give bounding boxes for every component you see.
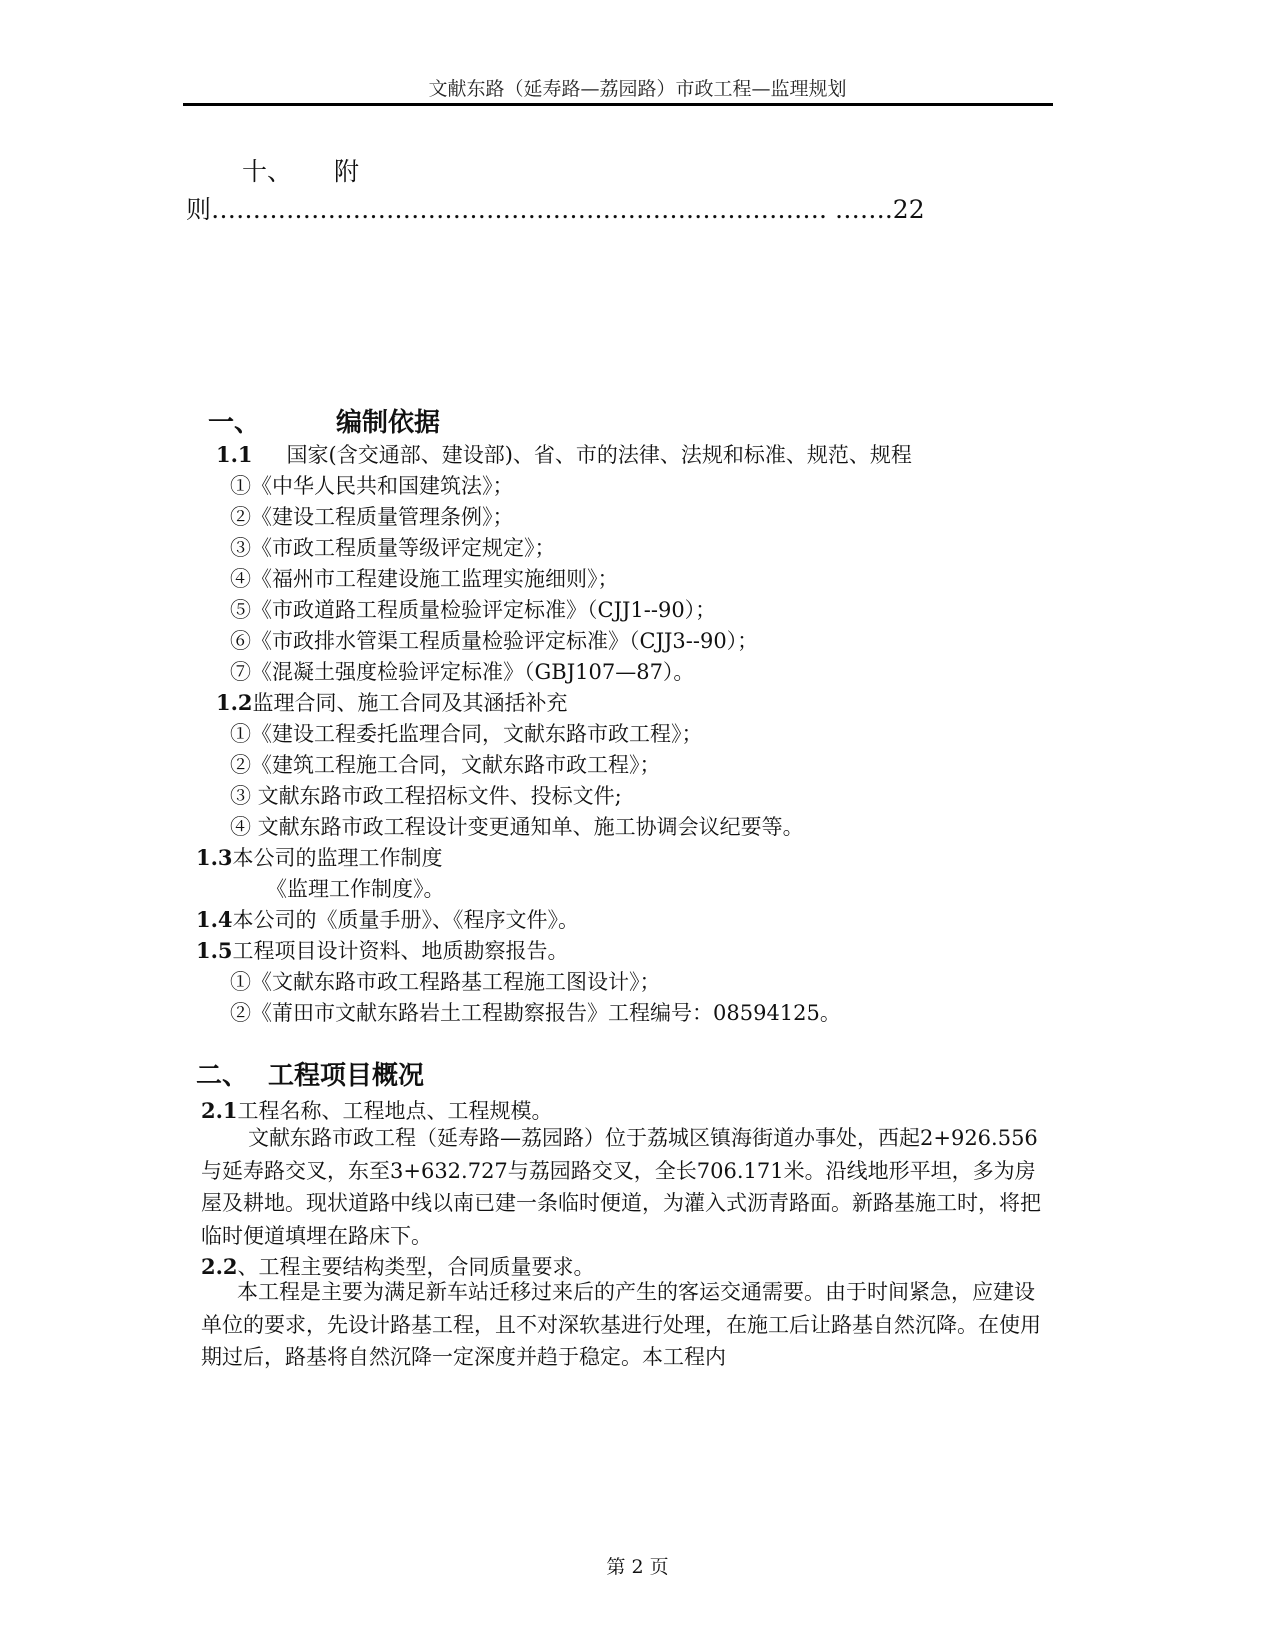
subsection-number: 2.1 <box>201 1098 238 1123</box>
list-item: ③ 文献东路市政工程招标文件、投标文件; <box>230 784 622 808</box>
list-item: ②《建筑工程施工合同，文献东路市政工程》； <box>230 753 661 777</box>
subsection-number: 2.2 <box>201 1254 238 1279</box>
toc-entry-continuation[interactable] <box>186 190 925 226</box>
subsection-title: 工程项目设计资料、地质勘察报告。 <box>232 939 569 963</box>
subsection-number: 1.3 <box>196 845 233 870</box>
list-item: ②《建设工程质量管理条例》； <box>230 505 514 529</box>
list-item: ⑦《混凝土强度检验评定标准》（GBJ107—87）。 <box>230 660 695 684</box>
subsection-2-1 <box>201 1095 553 1125</box>
list-item: ⑥《市政排水管渠工程质量检验评定标准》（CJJ3--90）； <box>230 629 759 653</box>
subsection-number: 1.5 <box>196 938 233 963</box>
toc-entry-number: 十、 <box>242 157 293 186</box>
paragraph-structure-requirements: 本工程是主要为满足新车站迁移过来后的产生的客运交通需要。由于时间紧急，应建设单位的要求，先设计路基工程，且不对深软基进行处理，在施工后让路基自然沉降。在使用期过后，路基将自然沉降一定深度并趋于稳定。本工程内 <box>201 1280 1041 1369</box>
subsection-number: 1.1 <box>216 442 253 467</box>
toc-page-number: .22 <box>884 195 925 224</box>
section-1-heading <box>208 402 440 439</box>
list-item: ②《莆田市文献东路岩土工程勘察报告》工程编号：08594125。 <box>230 1001 841 1025</box>
list-item: ④ 文献东路市政工程设计变更通知单、施工协调会议纪要等。 <box>230 815 804 839</box>
subsection-number: 1.4 <box>196 907 233 932</box>
list-item: ①《文献东路市政工程路基工程施工图设计》； <box>230 970 661 994</box>
subsection-title: 、工程主要结构类型，合同质量要求。 <box>237 1255 595 1279</box>
list-item: ④《福州市工程建设施工监理实施细则》； <box>230 567 619 591</box>
list-item: ①《建设工程委托监理合同，文献东路市政工程》； <box>230 722 703 746</box>
toc-entry-title: 附 <box>334 157 360 186</box>
subsection-1-3 <box>196 842 443 872</box>
section-1-number: 一、 <box>208 408 261 438</box>
subsection-1-1 <box>216 439 912 469</box>
paragraph-project-overview: 文献东路市政工程（延寿路—荔园路）位于荔城区镇海街道办事处，西起2+926.556与延寿路交叉，东至3+632.727与荔园路交叉，全长706.171米。沿线地形平坦，多为房屋及耕地。现状道路中线以南已建一条临时便道，为灌入式沥青路面。新路基施工时，将把临时便道填埋在路床下。 <box>201 1126 1041 1248</box>
subsection-1-4 <box>196 904 579 934</box>
subsection-1-2 <box>216 687 568 717</box>
section-2-number: 二、 <box>196 1061 249 1091</box>
running-header: 文献东路（延寿路—荔园路）市政工程—监理规划 <box>428 78 847 100</box>
subsection-1-5 <box>196 935 569 965</box>
toc-leader-dots: 则………………………………………………….……………. …… <box>186 195 885 224</box>
list-item: ①《中华人民共和国建筑法》； <box>230 474 514 498</box>
subsection-number: 1.2 <box>216 690 253 715</box>
subsection-title: 本公司的《质量手册》、《程序文件》。 <box>232 908 580 932</box>
list-item: ③《市政工程质量等级评定规定》； <box>230 536 556 560</box>
section-1-title: 编制依据 <box>336 408 441 438</box>
page-number-footer: 第 2 页 <box>606 1556 669 1578</box>
section-2-title: 工程项目概况 <box>268 1061 425 1091</box>
list-item: 《监理工作制度》。 <box>266 877 445 901</box>
toc-entry-appendix[interactable] <box>242 152 359 188</box>
subsection-title: 监理合同、施工合同及其涵括补充 <box>252 691 568 715</box>
list-item: ⑤《市政道路工程质量检验评定标准》（CJJ1--90）； <box>230 598 717 622</box>
subsection-title: 本公司的监理工作制度 <box>232 846 443 870</box>
subsection-title: 工程名称、工程地点、工程规模。 <box>237 1099 553 1123</box>
header-divider <box>183 103 1053 106</box>
section-2-heading <box>196 1055 424 1092</box>
subsection-title: 国家(含交通部、建设部)、省、市的法律、法规和标准、规范、规程 <box>286 443 912 467</box>
